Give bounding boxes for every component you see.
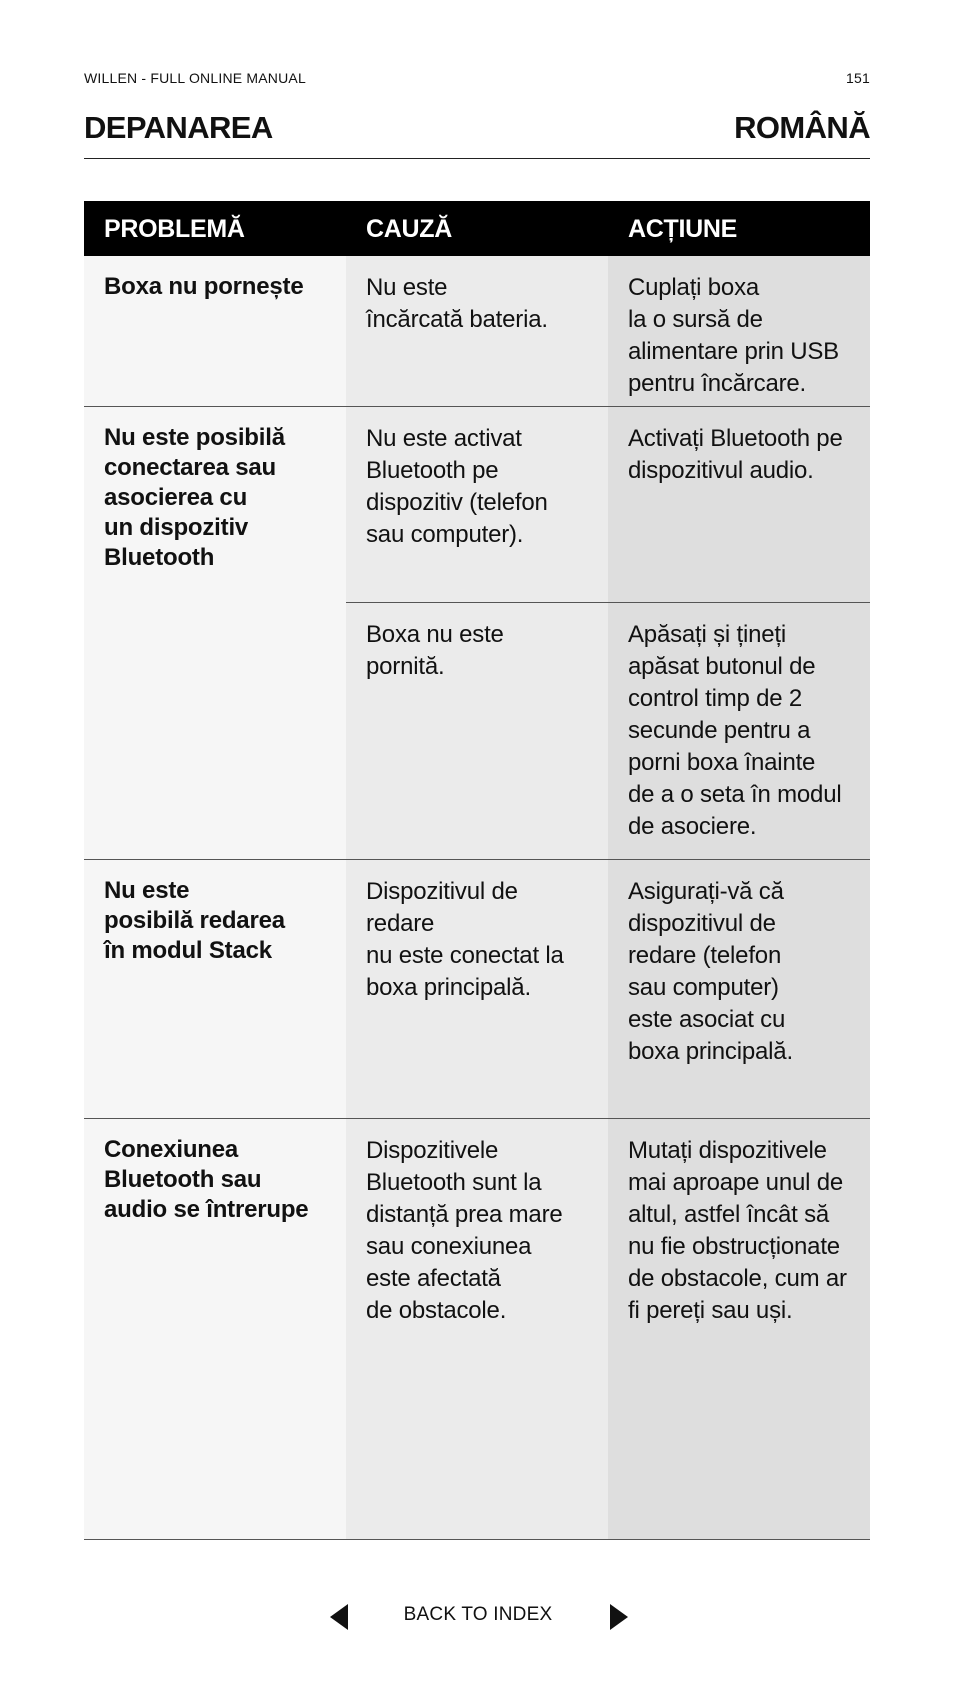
triangle-right-icon[interactable] (610, 1604, 628, 1630)
action-cell: Mutați dispozitivele mai aproape unul de altul, astfel încât să nu fie obstrucționate de obstacole, cum ar fi pereți sau uși. (608, 1119, 870, 1539)
footer-nav (0, 1598, 954, 1638)
sub-entry (346, 407, 870, 602)
header-divider (84, 158, 870, 159)
action-cell: Apăsați și țineți apăsat butonul de control timp de 2 secunde pentru a porni boxa înainte de a o seta în modul de asociere. (608, 603, 870, 859)
section-title: DEPANAREA (84, 110, 273, 145)
table-row (84, 407, 870, 860)
table-row (84, 860, 870, 1119)
action-cell: Asigurați-vă că dispozitivul de redare (telefon sau computer) este asociat cu boxa principală. (608, 860, 870, 1118)
table-header-row (84, 201, 870, 256)
problem-cell: Boxa nu pornește (84, 256, 346, 406)
cause-cell: Dispozitivul de redare nu este conectat la boxa principală. (346, 860, 608, 1118)
action-cell: Activați Bluetooth pe dispozitivul audio. (608, 407, 870, 602)
column-header-problem: PROBLEMĂ (104, 215, 245, 243)
column-header-action: ACȚIUNE (628, 215, 738, 243)
action-cell: Cuplați boxa la o sursă de alimentare prin USB pentru încărcare. (608, 256, 870, 406)
cause-cell: Nu este activat Bluetooth pe dispozitiv (telefon sau computer). (346, 407, 608, 602)
troubleshooting-table (84, 201, 870, 1540)
column-header-cause: CAUZĂ (366, 215, 452, 243)
sub-entries (346, 407, 870, 859)
table-row (84, 1119, 870, 1540)
problem-cell: Nu este posibilă conectarea sau asocierea cu un dispozitiv Bluetooth (84, 407, 346, 859)
table-row (84, 256, 870, 407)
manual-title: WILLEN - FULL ONLINE MANUAL (84, 70, 306, 86)
back-to-index-link[interactable]: BACK TO INDEX (403, 1604, 553, 1625)
triangle-left-icon[interactable] (330, 1604, 348, 1630)
cause-cell: Boxa nu este pornită. (346, 603, 608, 859)
page-number: 151 (846, 70, 870, 86)
sub-entry (346, 602, 870, 859)
problem-cell: Conexiunea Bluetooth sau audio se întrerupe (84, 1119, 346, 1539)
running-header (84, 68, 870, 88)
cause-cell: Dispozitivele Bluetooth sunt la distanță prea mare sau conexiunea este afectată de obstacole. (346, 1119, 608, 1539)
cause-cell: Nu este încărcată bateria. (346, 256, 608, 406)
language-label: ROMÂNĂ (734, 110, 870, 145)
section-header (84, 104, 870, 152)
problem-cell: Nu este posibilă redarea în modul Stack (84, 860, 346, 1118)
